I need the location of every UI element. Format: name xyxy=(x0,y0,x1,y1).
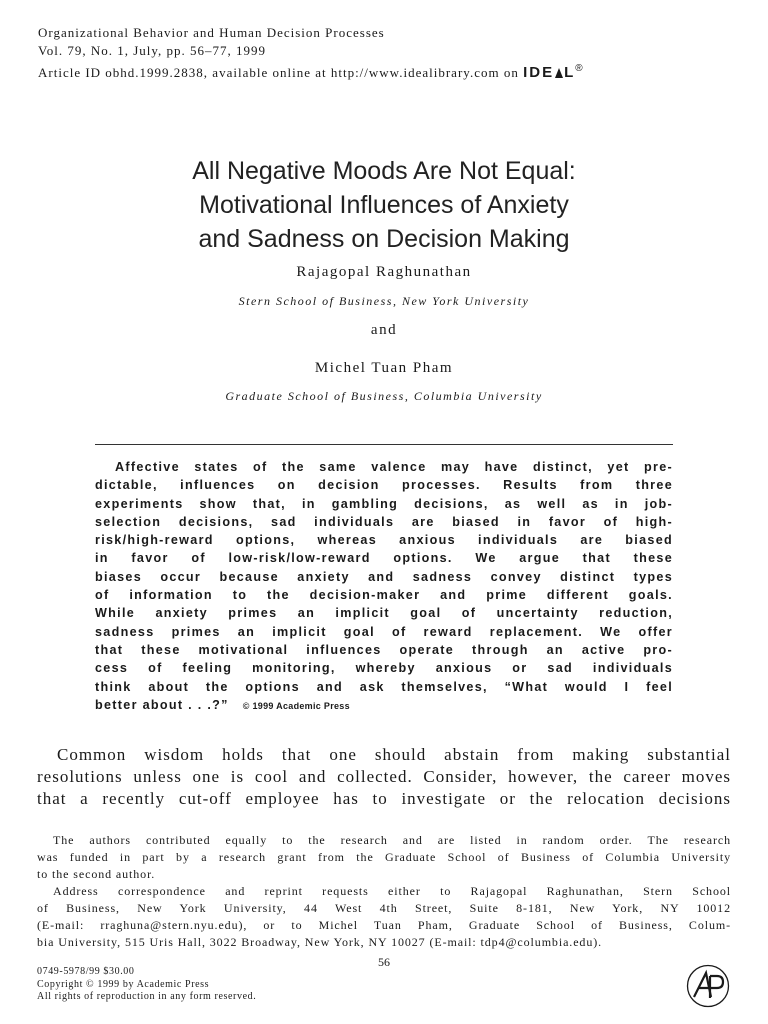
abstract-line: biases occur because anxiety and sadness convey distinct types xyxy=(95,569,673,584)
page-number: 56 xyxy=(378,955,390,969)
body-line: resolutions unless one is cool and collected. Consider, however, the career moves xyxy=(37,767,731,786)
article-id: Article ID obhd.1999.2838, available online at http://www.idealibrary.com on xyxy=(38,65,519,80)
volume-info: Vol. 79, No. 1, July, pp. 56–77, 1999 xyxy=(38,43,267,58)
abstract-copyright: © 1999 Academic Press xyxy=(242,700,350,711)
journal-name: Organizational Behavior and Human Decision Processes xyxy=(38,25,385,40)
footnote-line: was funded in part by a research grant from the Graduate School of Business of Columbia University xyxy=(37,850,731,864)
footnote-line: to the second author. xyxy=(37,867,156,881)
author-1-affiliation: Stern School of Business, New York University xyxy=(238,294,530,308)
abstract-line: Affective states of the same valence may have distinct, yet pre- xyxy=(115,460,673,474)
price-code: 0749-5978/99 $30.00 xyxy=(37,966,135,977)
footnote-line: The authors contributed equally to the research and are listed in random order. The research xyxy=(53,833,731,847)
abstract-last-line xyxy=(95,696,673,715)
academic-press-logo-icon xyxy=(686,964,730,1008)
footnote-line: of Business, New York University, 44 West 4th Street, Suite 8-181, New York, NY 10012 xyxy=(37,901,731,915)
abstract-line: in favor of low-risk/low-reward options. We argue that these xyxy=(95,551,673,566)
footnote xyxy=(37,832,731,951)
ideal-logo: IDE L® xyxy=(523,63,583,81)
journal-header xyxy=(38,24,583,82)
abstract-line: sadness primes an implicit goal of reward replacement. We offer xyxy=(95,624,673,639)
article-id-line xyxy=(38,60,583,82)
author-1-name: Rajagopal Raghunathan xyxy=(296,264,472,280)
abstract-ending: better about . . .?” xyxy=(95,697,229,712)
body-line: Common wisdom holds that one should abstain from making substantial xyxy=(57,745,731,764)
abstract-line: While anxiety primes an implicit goal of uncertainty reduction, xyxy=(95,606,673,621)
body-paragraph xyxy=(37,744,731,810)
abstract-line: experiments show that, in gambling decisions, as well as in job- xyxy=(95,496,673,511)
author-conjunction: and xyxy=(370,322,398,338)
publication-info xyxy=(37,966,256,1004)
title-line: and Sadness on Decision Making xyxy=(198,225,570,253)
title-line: Motivational Influences of Anxiety xyxy=(199,191,569,219)
abstract-line: cess of feeling monitoring, whereby anxious or sad individuals xyxy=(95,661,673,676)
abstract-divider xyxy=(95,444,673,445)
rights-line: All rights of reproduction in any form reserved. xyxy=(37,991,257,1002)
abstract-line: think about the options and ask themselves, “What would I feel xyxy=(95,679,673,694)
abstract xyxy=(95,458,673,715)
abstract-line: that these motivational influences operate through an active pro- xyxy=(95,642,673,657)
footnote-line: bia University, 515 Uris Hall, 3022 Broadway, New York, NY 10027 (E-mail: tdp4@columbia.edu). xyxy=(37,935,603,949)
author-2-name: Michel Tuan Pham xyxy=(314,360,454,376)
abstract-line: dictable, influences on decision processes. Results from three xyxy=(95,478,673,493)
copyright-line: Copyright © 1999 by Academic Press xyxy=(37,978,210,990)
author-2-affiliation: Graduate School of Business, Columbia University xyxy=(225,389,543,403)
title-line: All Negative Moods Are Not Equal: xyxy=(192,157,576,185)
abstract-line: risk/high-reward options, whereas anxious individuals are biased xyxy=(95,533,673,548)
paper-title xyxy=(0,154,768,256)
ideal-logo-mark-icon xyxy=(554,65,564,76)
body-line: that a recently cut-off employee has to investigate or the relocation decisions xyxy=(37,789,731,808)
abstract-line: of information to the decision-maker and prime different goals. xyxy=(95,588,673,603)
footnote-line: Address correspondence and reprint requests either to Rajagopal Raghunathan, Stern School xyxy=(53,884,731,898)
abstract-line: selection decisions, sad individuals are biased in favor of high- xyxy=(95,514,673,529)
footnote-line: (E-mail: rraghuna@stern.nyu.edu), or to Michel Tuan Pham, Graduate School of Business, Colum- xyxy=(37,918,731,932)
